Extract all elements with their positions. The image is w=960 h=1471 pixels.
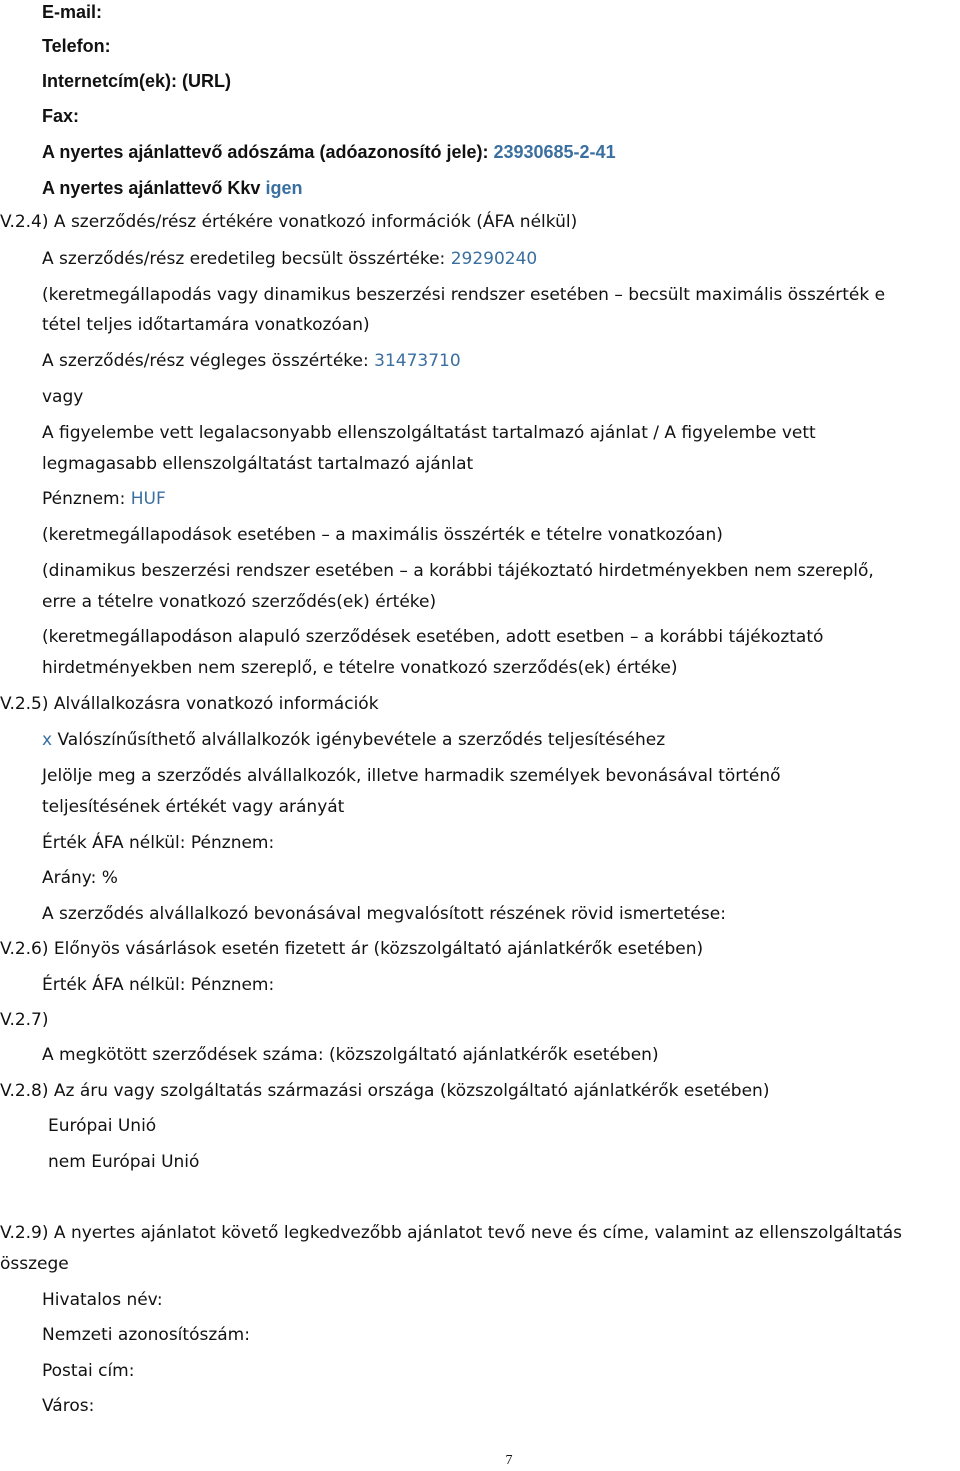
final-value-label: A szerződés/rész végleges összértéke: [42, 351, 369, 371]
final-value: 31473710 [374, 351, 461, 371]
framework-note-line1: (keretmegállapodás vagy dinamikus beszerzési rendszer esetében – becsült maximális összérték e [42, 285, 886, 305]
section-v26-heading: V.2.6) Előnyös vásárlások esetén fizetett ár (közszolgáltató ajánlatkérők esetében) [0, 939, 704, 959]
tax-number-row [42, 140, 616, 164]
city-label: Város: [42, 1396, 95, 1416]
framework-note-line2: tétel teljes időtartamára vonatkozóan) [42, 315, 370, 335]
tax-number-value: 23930685-2-41 [493, 142, 616, 162]
based-contract-note-line1: (keretmegállapodáson alapuló szerződések esetében, adott esetben – a korábbi tájékoztató [42, 627, 824, 647]
kkv-label: A nyertes ajánlattevő Kkv [42, 178, 261, 198]
section-v27-heading: V.2.7) [0, 1010, 49, 1030]
kkv-value: igen [265, 178, 303, 198]
currency-label: Pénznem: [42, 489, 126, 509]
tax-number-label: A nyertes ajánlattevő adószáma (adóazonosító jele): [42, 142, 489, 162]
based-contract-note-line2: hirdetményekben nem szereplő, e tételre vonatkozó szerződés(ek) értéke) [42, 658, 678, 678]
bargain-value-label: Érték ÁFA nélkül: Pénznem: [42, 975, 275, 995]
subcontract-indicate-line2: teljesítésének értékét vagy arányát [42, 797, 345, 817]
national-id-label: Nemzeti azonosítószám: [42, 1325, 250, 1345]
subcontractor-check-row [42, 728, 665, 752]
estimated-value: 29290240 [450, 249, 538, 269]
subcontract-ratio-label: Arány: % [42, 868, 118, 888]
origin-non-eu: nem Európai Unió [48, 1152, 200, 1172]
dynamic-note-line1: (dinamikus beszerzési rendszer esetében – a korábbi tájékoztató hirdetményekben nem szereplő, [42, 561, 874, 581]
section-v29-heading-line1: V.2.9) A nyertes ajánlatot követő legkedvezőbb ajánlatot tevő neve és címe, valamint az ellenszolgáltatás [0, 1223, 903, 1243]
subcontractor-check-label: Valószínűsíthető alvállalkozók igénybevétele a szerződés teljesítéséhez [57, 730, 666, 750]
fax-label: Fax: [42, 106, 80, 126]
estimated-value-row [42, 247, 537, 271]
contract-count-label: A megkötött szerződések száma: (közszolgáltató ajánlatkérők esetében) [42, 1045, 659, 1065]
subcontract-value-label: Érték ÁFA nélkül: Pénznem: [42, 833, 275, 853]
section-v25-heading: V.2.5) Alvállalkozásra vonatkozó információk [0, 694, 379, 714]
or-label: vagy [42, 387, 84, 407]
estimated-value-label: A szerződés/rész eredetileg becsült összértéke: [42, 249, 446, 269]
dynamic-note-line2: erre a tételre vonatkozó szerződés(ek) értéke) [42, 592, 437, 612]
offer-line1: A figyelembe vett legalacsonyabb ellenszolgáltatást tartalmazó ajánlat / A figyelembe vett [42, 423, 816, 443]
subcontract-summary-label: A szerződés alvállalkozó bevonásával megvalósított részének rövid ismertetése: [42, 904, 726, 924]
origin-eu: Európai Unió [48, 1116, 157, 1136]
url-label: Internetcím(ek): (URL) [42, 71, 232, 91]
phone-label: Telefon: [42, 36, 111, 56]
page-number: 7 [505, 1453, 513, 1468]
currency-row [42, 487, 166, 511]
section-v24-heading: V.2.4) A szerződés/rész értékére vonatkozó információk (ÁFA nélkül) [0, 212, 578, 232]
official-name-label: Hivatalos név: [42, 1290, 163, 1310]
subcontract-indicate-line1: Jelölje meg a szerződés alvállalkozók, illetve harmadik személyek bevonásával történő [42, 766, 781, 786]
section-v29-heading-line2: összege [0, 1254, 69, 1274]
currency-value: HUF [130, 489, 166, 509]
kkv-row [42, 176, 302, 200]
framework-max-note: (keretmegállapodások esetében – a maximális összérték e tételre vonatkozóan) [42, 525, 723, 545]
check-mark: x [42, 730, 53, 750]
offer-line2: legmagasabb ellenszolgáltatást tartalmazó ajánlat [42, 454, 474, 474]
email-label: E-mail: [42, 2, 103, 22]
postal-address-label: Postai cím: [42, 1361, 135, 1381]
final-value-row [42, 349, 461, 373]
section-v28-heading: V.2.8) Az áru vagy szolgáltatás származási országa (közszolgáltató ajánlatkérők esetében) [0, 1081, 770, 1101]
